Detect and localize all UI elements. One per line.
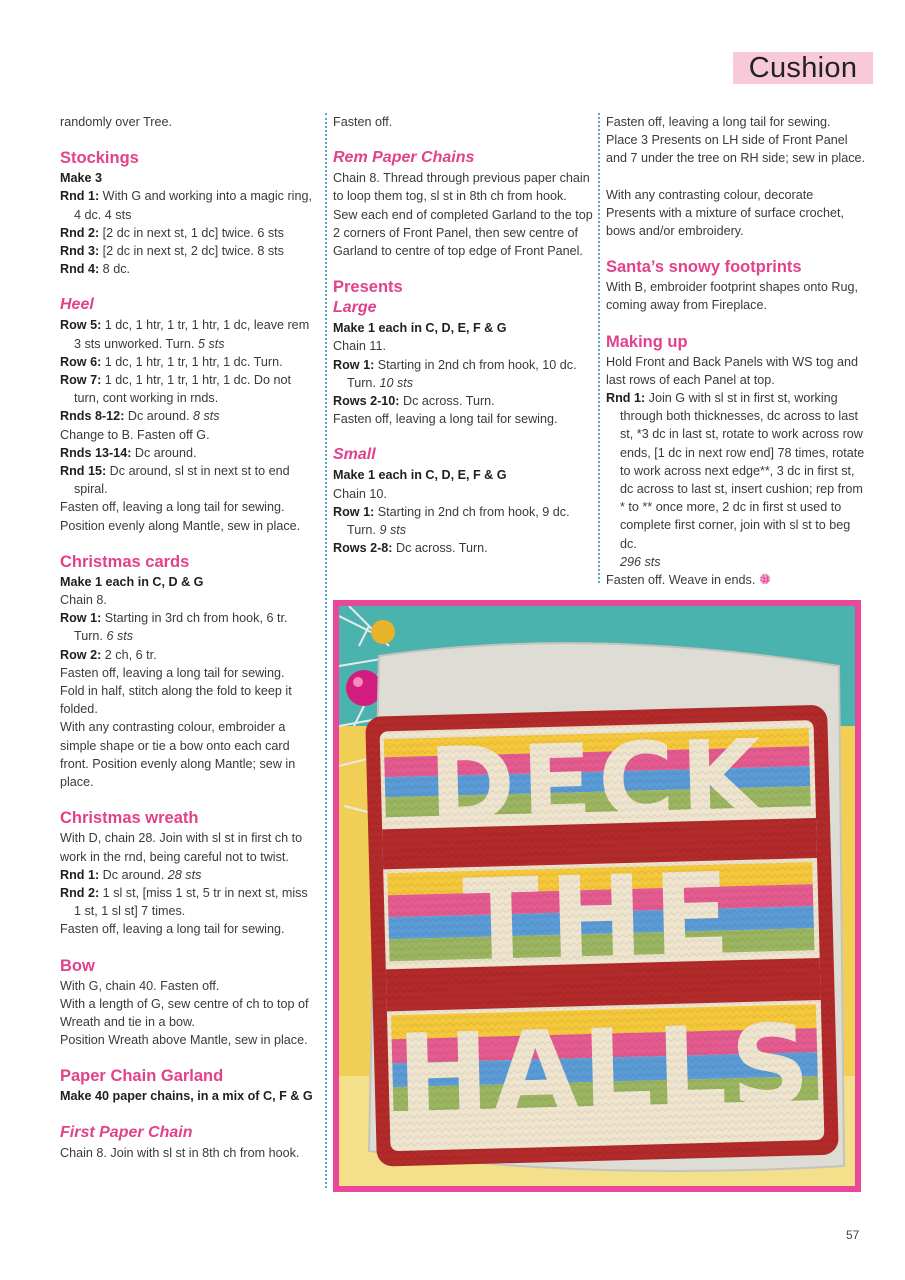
cushion-photo	[333, 600, 861, 1192]
bow-line-1: With G, chain 40. Fasten off.	[60, 978, 220, 993]
first-chain-text: Chain 8. Join with sl st in 8th ch from hook.	[60, 1145, 300, 1160]
making-up-rnd-1: Rnd 1: Join G with sl st in first st, working through both thicknesses, dc across to last st, *3 dc in last st, rotate to work across row ends, [1 dc in next row end] 78 times, rotate to work across next edge**, 3 dc in first st, dc across to last st, insert cushion; rep from * to ** once more, 2 dc in first st used to complete first corner, join with sl st to beg dc.	[606, 391, 865, 551]
heel-rnds-13-14: Rnds 13-14: Dc around.	[60, 445, 197, 460]
heel-row-6: Row 6: 1 dc, 1 htr, 1 tr, 1 htr, 1 dc. Turn.	[60, 354, 283, 369]
making-up-end: Fasten off. Weave in ends.	[606, 571, 866, 589]
column-3	[606, 113, 866, 589]
garland-heading: Paper Chain Garland	[60, 1067, 224, 1086]
cards-heading: Christmas cards	[60, 552, 190, 571]
place-presents-text: Place 3 Presents on LH side of Front Panel and 7 under the tree on RH side; sew in place.	[606, 133, 866, 166]
decorate-text: With any contrasting colour, decorate Presents with a mixture of surface crochet, bows and/or embroidery.	[606, 187, 844, 239]
bauble-gold	[371, 620, 395, 644]
stockings-rnd-3: Rnd 3: [2 dc in next st, 2 dc] twice. 8 sts	[60, 244, 284, 259]
spacer	[606, 168, 866, 186]
wreath-heading: Christmas wreath	[60, 809, 199, 828]
wreath-rnd-2: Rnd 2: 1 sl st, [miss 1 st, 5 tr in next st, miss 1 st, 1 sl st] 7 times.	[60, 885, 308, 919]
cards-make: Make 1 each in C, D & G	[60, 574, 204, 589]
bauble-pink	[346, 670, 382, 706]
large-make: Make 1 each in C, D, E, F & G	[333, 321, 507, 336]
fasten-tail-text: Fasten off, leaving a long tail for sewing.	[606, 115, 831, 129]
heel-change: Change to B. Fasten off G.	[60, 427, 210, 442]
small-make: Make 1 each in C, D, E, F & G	[333, 468, 507, 483]
cards-chain: Chain 8.	[60, 593, 107, 608]
large-row-1: Row 1: Starting in 2nd ch from hook, 10 dc. Turn. 10 sts	[333, 357, 577, 390]
stockings-rnd-1: Rnd 1: With G and working into a magic ring, 4 dc. 4 sts	[60, 189, 312, 222]
crochet-cushion	[365, 705, 839, 1167]
large-chain: Chain 11.	[333, 339, 386, 354]
heel-rnd-15: Rnd 15: Dc around, sl st in next st to end spiral.	[60, 464, 290, 497]
stockings-heading: Stockings	[60, 149, 139, 168]
making-up-heading: Making up	[606, 332, 688, 351]
santa-text: With B, embroider footprint shapes onto Rug, coming away from Fireplace.	[606, 280, 859, 313]
rem-chains-text: Chain 8. Thread through previous paper chain to loop them tog, sl st in 8th ch from hook.	[333, 171, 590, 204]
bow-heading: Bow	[60, 956, 95, 975]
cards-contrast: With any contrasting colour, embroider a simple shape or tie a bow onto each card front. Position evenly along Mantle; sew in place.	[60, 720, 296, 790]
santa-heading: Santa’s snowy footprints	[606, 258, 802, 277]
column-1	[60, 113, 316, 1162]
cards-row-1: Row 1: Starting in 3rd ch from hook, 6 tr. Turn. 6 sts	[60, 611, 288, 644]
rem-chains-sew: Sew each end of completed Garland to the top 2 corners of Front Panel, then sew centre of Garland to centre of top edge of Front Panel.	[333, 207, 593, 259]
bow-line-2: With a length of G, sew centre of ch to top of Wreath and tie in a bow.	[60, 996, 309, 1029]
heel-row-5: Row 5: 1 dc, 1 htr, 1 tr, 1 htr, 1 dc, leave rem 3 sts unworked. Turn. 5 sts	[60, 318, 310, 351]
intro-text: randomly over Tree.	[60, 115, 172, 129]
small-heading: Small	[333, 446, 376, 464]
cards-row-2: Row 2: 2 ch, 6 tr.	[60, 647, 157, 662]
cards-fasten: Fasten off, leaving a long tail for sewing.	[60, 665, 285, 680]
heel-row-7: Row 7: 1 dc, 1 htr, 1 tr, 1 htr, 1 dc. Do not turn, cont working in rnds.	[60, 373, 291, 406]
large-fasten: Fasten off, leaving a long tail for sewing.	[333, 412, 558, 427]
page-number: 57	[846, 1228, 860, 1242]
wreath-intro: With D, chain 28. Join with sl st in first ch to work in the rnd, being careful not to twist.	[60, 831, 303, 864]
wreath-rnd-1: Rnd 1: Dc around. 28 sts	[60, 867, 202, 882]
first-chain-heading: First Paper Chain	[60, 1123, 193, 1141]
stockings-rnd-4: Rnd 4: 8 dc.	[60, 262, 130, 277]
page-title: Cushion	[733, 52, 873, 84]
large-heading: Large	[333, 299, 377, 317]
making-up-count: 296 sts	[620, 554, 661, 569]
garland-make: Make 40 paper chains, in a mix of C, F & G	[60, 1089, 313, 1104]
presents-heading: Presents	[333, 278, 403, 297]
cards-fold: Fold in half, stitch along the fold to keep it folded.	[60, 684, 292, 717]
column-2	[333, 113, 595, 557]
small-chain: Chain 10.	[333, 486, 387, 501]
small-rows-2-8: Rows 2-8: Dc across. Turn.	[333, 541, 488, 556]
yarn-ball-icon	[759, 573, 771, 585]
rem-chains-heading: Rem Paper Chains	[333, 149, 475, 167]
heel-fasten: Fasten off, leaving a long tail for sewing.	[60, 500, 285, 515]
heel-rnds-8-12: Rnds 8-12: Dc around. 8 sts	[60, 409, 220, 424]
wreath-fasten: Fasten off, leaving a long tail for sewing.	[60, 922, 285, 937]
fasten-off-text: Fasten off.	[333, 115, 393, 129]
stockings-make: Make 3	[60, 171, 103, 186]
bow-line-3: Position Wreath above Mantle, sew in place.	[60, 1033, 308, 1048]
column-divider-1	[325, 113, 327, 1188]
heel-heading: Heel	[60, 296, 94, 314]
small-row-1: Row 1: Starting in 2nd ch from hook, 9 dc. Turn. 9 sts	[333, 504, 570, 538]
large-rows-2-10: Rows 2-10: Dc across. Turn.	[333, 394, 495, 409]
stockings-rnd-2: Rnd 2: [2 dc in next st, 1 dc] twice. 6 sts	[60, 225, 284, 240]
heel-position: Position evenly along Mantle, sew in place.	[60, 518, 301, 533]
making-up-intro: Hold Front and Back Panels with WS tog and last rows of each Panel at top.	[606, 354, 859, 387]
column-divider-2	[598, 113, 600, 583]
